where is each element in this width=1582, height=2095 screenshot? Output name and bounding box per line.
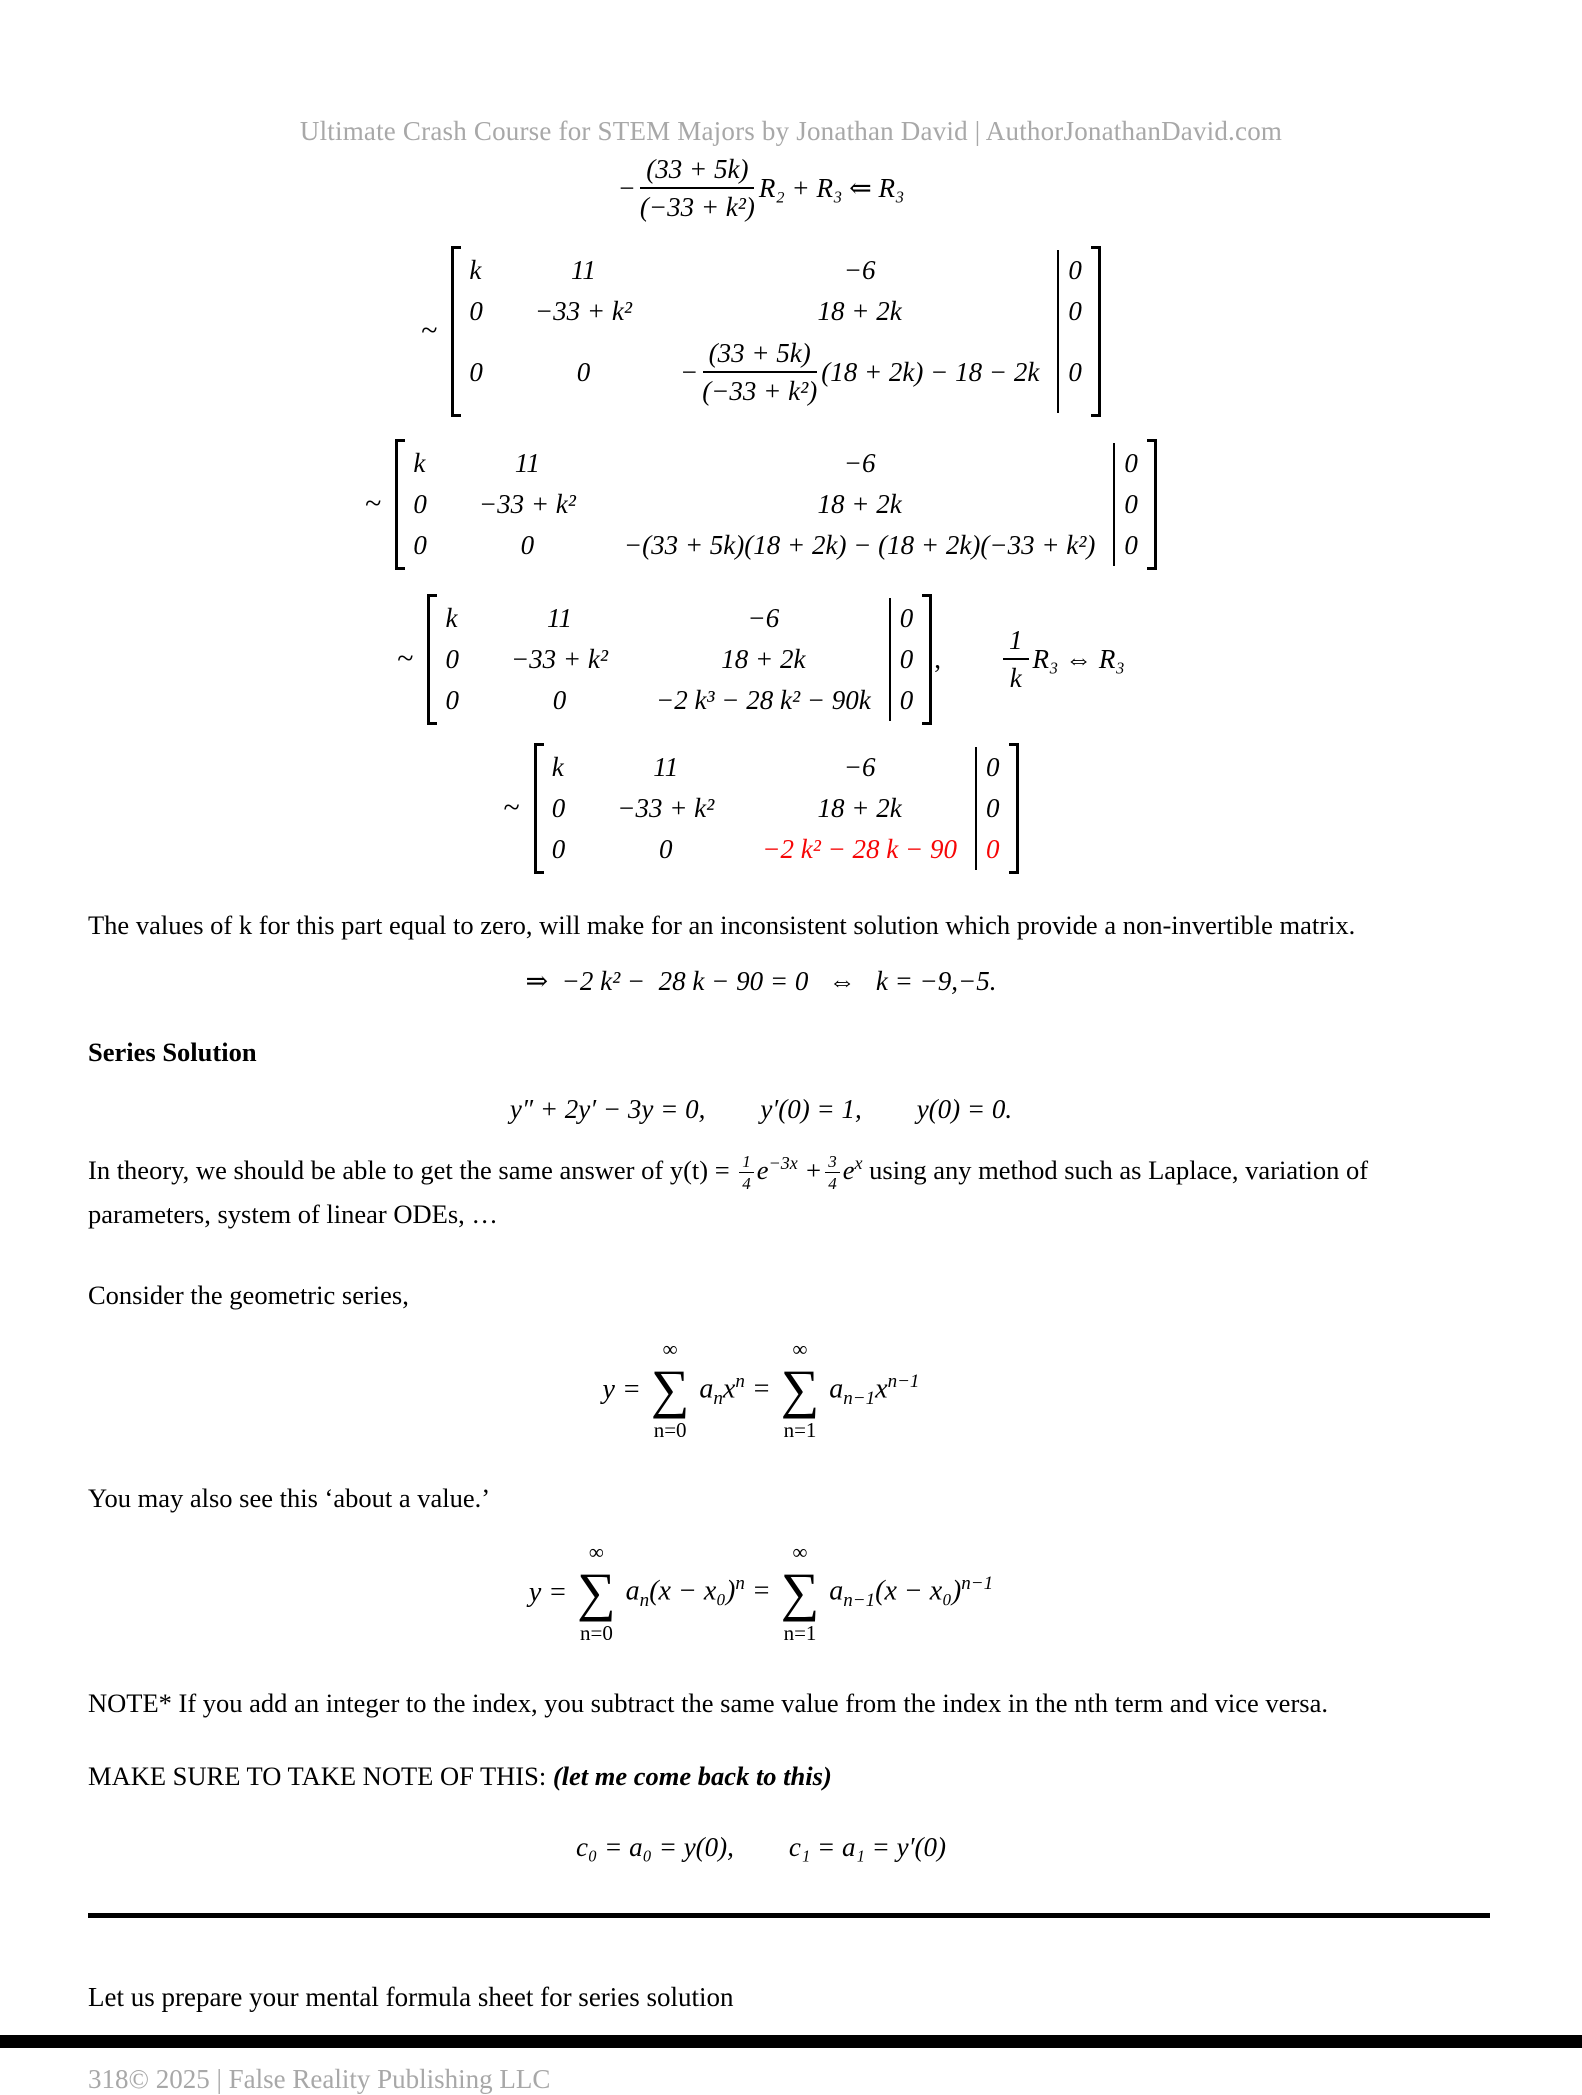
matrix-step-1 [0,246,1582,417]
right-bracket [1091,246,1101,417]
coefficient-eq-2: c₁ = a₁ = y′(0) [788,1831,946,1862]
matrix-cell: 18 + 2k [721,643,806,674]
summation-2 [781,1339,820,1441]
matrix-cell: 0 [413,529,427,560]
page-footer: 318© 2025 | False Reality Publishing LLC [88,2063,551,2094]
augmented-cell: 0 [1057,291,1091,332]
matrix-cell: −2 k³ − 28 k² − 90k [655,684,871,715]
page-bottom-edge [0,2035,1582,2048]
matrix-cell: 0 [659,833,673,864]
equation-coefficients [0,1832,1582,1863]
row-operation-text: R₃ ⇔ R₃ [1032,643,1125,674]
sigma-symbol: ∑ [650,1359,690,1420]
series-term-1: $a_nx^n$ = [699,1370,771,1409]
paragraph-consider: Consider the geometric series, [88,1280,409,1311]
matrix-cell: k [551,751,564,782]
matrix-cell: k [469,254,482,285]
augmented-cell: 0 [1057,250,1091,291]
series-term-2: $a_{n-1}x^{n-1}$ [829,1370,920,1409]
equation-ode [0,1094,1582,1125]
series-lhs: y = [602,1374,641,1406]
summation-2 [780,1539,820,1645]
series-lhs: y = [528,1576,568,1608]
matrix-cell: 0 [469,356,483,387]
fraction [1003,624,1029,695]
sum-lower-limit: n=1 [783,1418,817,1443]
fraction-one-fourth: $\frac{1}{4}$ [739,1153,754,1193]
series-term-2: $a_{n-1}(x - x_0)^{n-1}$ [829,1573,994,1612]
matrix-cell: −(33 + 5k)(18 + 2k) − (18 + 2k)(−33 + k²) [623,529,1096,560]
matrix-step-4 [0,743,1582,874]
matrix-cell: 0 [520,529,535,560]
matrix-grid [405,439,1147,570]
fraction-denominator: (−33 + k²) [639,192,755,223]
ode-text: y″ + 2y′ − 3y = 0, [509,1094,706,1125]
right-bracket [922,594,932,725]
paragraph-theory [88,1149,1452,1236]
summation-1 [577,1539,616,1645]
section-heading: Series Solution [88,1037,257,1068]
tilde-operator: ~ [421,314,438,348]
augmented-cell: 0 [975,747,1009,788]
matrix-cell: −6 [747,602,780,633]
augmented-matrix [451,246,1100,417]
augmented-cell: 0 [975,788,1009,829]
exp-term-2: $e^x$ [842,1153,863,1186]
matrix-cell: −33 + k² [510,643,608,674]
sum-upper-limit: ∞ [792,1539,808,1564]
fraction-numerator: (33 + 5k) [703,337,817,373]
paragraph-prepare: Let us prepare your mental formula sheet for series solution [88,1981,734,2012]
row-operation-text: R₂ + R₃ ⇐ R₃ [758,172,905,203]
left-bracket [427,594,437,725]
fraction-numerator: (33 + 5k) [640,153,754,189]
expression-tail: (18 + 2k) − 18 − 2k [821,356,1040,387]
matrix-cell: k [413,447,426,478]
equation-k-roots [0,966,1582,997]
matrix-cell: 0 [552,684,567,715]
augmented-cell-highlighted: 0 [975,829,1009,870]
sum-upper-limit: ∞ [662,1337,678,1362]
matrix-cell: 11 [546,602,572,633]
matrix-cell: 18 + 2k [817,792,902,823]
matrix-cell: 0 [469,295,483,326]
augmented-matrix [395,439,1157,570]
fraction [640,153,755,224]
matrix-cell: 11 [653,751,679,782]
minus-sign: − [679,356,699,387]
matrix-cell: 0 [576,356,591,387]
left-bracket [395,439,405,570]
equation-text: ⇒ −2 k² − 28 k − 90 = 0 ⇔ k = −9,−5. [525,966,997,997]
sum-lower-limit: n=0 [653,1418,687,1443]
left-bracket [451,246,461,417]
matrix-cell: −33 + k² [617,792,715,823]
row-operation-trailer [932,624,1125,695]
paragraph-about-value: You may also see this ‘about a value.’ [88,1483,491,1514]
matrix-step-2 [0,439,1582,570]
matrix-cell: 18 + 2k [817,488,902,519]
fraction-numerator: 1 [1003,624,1029,660]
matrix-cell: 0 [551,792,566,823]
equation-series-2 [0,1539,1582,1645]
sum-lower-limit: n=0 [580,1620,613,1645]
tilde-operator: ~ [397,642,414,676]
equation-series-1 [0,1339,1582,1441]
tilde-operator: ~ [365,487,382,521]
augmented-cell: 0 [1113,443,1147,484]
plus-sign: + [804,1155,823,1186]
matrix-step-3 [0,594,1582,725]
sigma-symbol: ∑ [780,1561,820,1622]
tilde-operator: ~ [503,791,520,825]
make-sure-text: MAKE SURE TO TAKE NOTE OF THIS: [88,1760,547,1791]
matrix-cell: k [445,602,458,633]
paragraph-make-sure [88,1755,1452,1798]
matrix-grid [437,594,922,725]
right-bracket [1009,743,1019,874]
matrix-cell: −6 [843,254,876,285]
theory-text-before: In theory, we should be able to get the same answer of y(t) = [88,1155,730,1186]
matrix-cell: 0 [551,833,566,864]
initial-condition-2: y(0) = 0. [916,1094,1013,1125]
matrix-cell: −6 [843,447,876,478]
augmented-cell: 0 [889,639,923,680]
matrix-cell: 0 [445,684,459,715]
summation-1 [651,1339,690,1441]
row-operation-formula [0,153,1582,224]
paragraph-note: NOTE* If you add an integer to the index, you subtract the same value from the index in the nth term and vice versa. [88,1687,1328,1718]
make-sure-aside: (let me come back to this) [552,1760,832,1791]
series-term-1: $a_n(x - x_0)^n$ = [625,1573,771,1612]
augmented-cell: 0 [889,598,923,639]
matrix-cell: 0 [413,488,427,519]
initial-condition-1: y′(0) = 1, [760,1094,862,1125]
coefficient-eq-1: c₀ = a₀ = y(0), [576,1831,734,1862]
left-bracket [534,743,544,874]
fraction [702,337,817,408]
matrix-cell-with-fraction [654,332,1043,413]
augmented-cell: 0 [1113,525,1147,566]
sum-upper-limit: ∞ [588,1539,604,1564]
augmented-matrix [534,743,1019,874]
sigma-symbol: ∑ [577,1561,616,1622]
sum-lower-limit: n=1 [783,1620,817,1645]
horizontal-rule [88,1913,1490,1918]
exp-term-1: $e^{-3x}$ [756,1153,798,1186]
comma: , [934,643,942,674]
matrix-cell: 11 [570,254,596,285]
augmented-matrix [427,594,932,725]
matrix-cell: 0 [445,643,459,674]
matrix-cell: −6 [843,751,876,782]
fraction-denominator: k [1009,663,1022,694]
theory-text-after: using any method such as Laplace, variation of parameters, system of linear ODEs, … [88,1155,1369,1230]
matrix-cell: 18 + 2k [817,295,902,326]
right-bracket [1147,439,1157,570]
matrix-cell: 11 [514,447,540,478]
matrix-grid [461,246,1090,417]
augmented-cell: 0 [1113,484,1147,525]
matrix-cell: −33 + k² [534,295,632,326]
augmented-cell: 0 [889,680,923,721]
minus-sign: − [617,172,636,203]
sigma-symbol: ∑ [780,1359,820,1420]
matrix-cell: −33 + k² [478,488,576,519]
fraction-denominator: (−33 + k²) [702,376,818,407]
page-header: Ultimate Crash Course for STEM Majors by Jonathan David | AuthorJonathanDavid.com [299,116,1283,146]
sum-upper-limit: ∞ [792,1337,808,1362]
paragraph-values-of-k: The values of k for this part equal to zero, will make for an inconsistent solution which provide a non-invertible matrix. [88,909,1356,940]
matrix-cell-highlighted: −2 k² − 28 k − 90 [762,833,957,864]
fraction-three-fourths: $\frac{3}{4}$ [825,1153,840,1193]
augmented-cell: 0 [1057,332,1091,413]
matrix-grid [544,743,1009,874]
